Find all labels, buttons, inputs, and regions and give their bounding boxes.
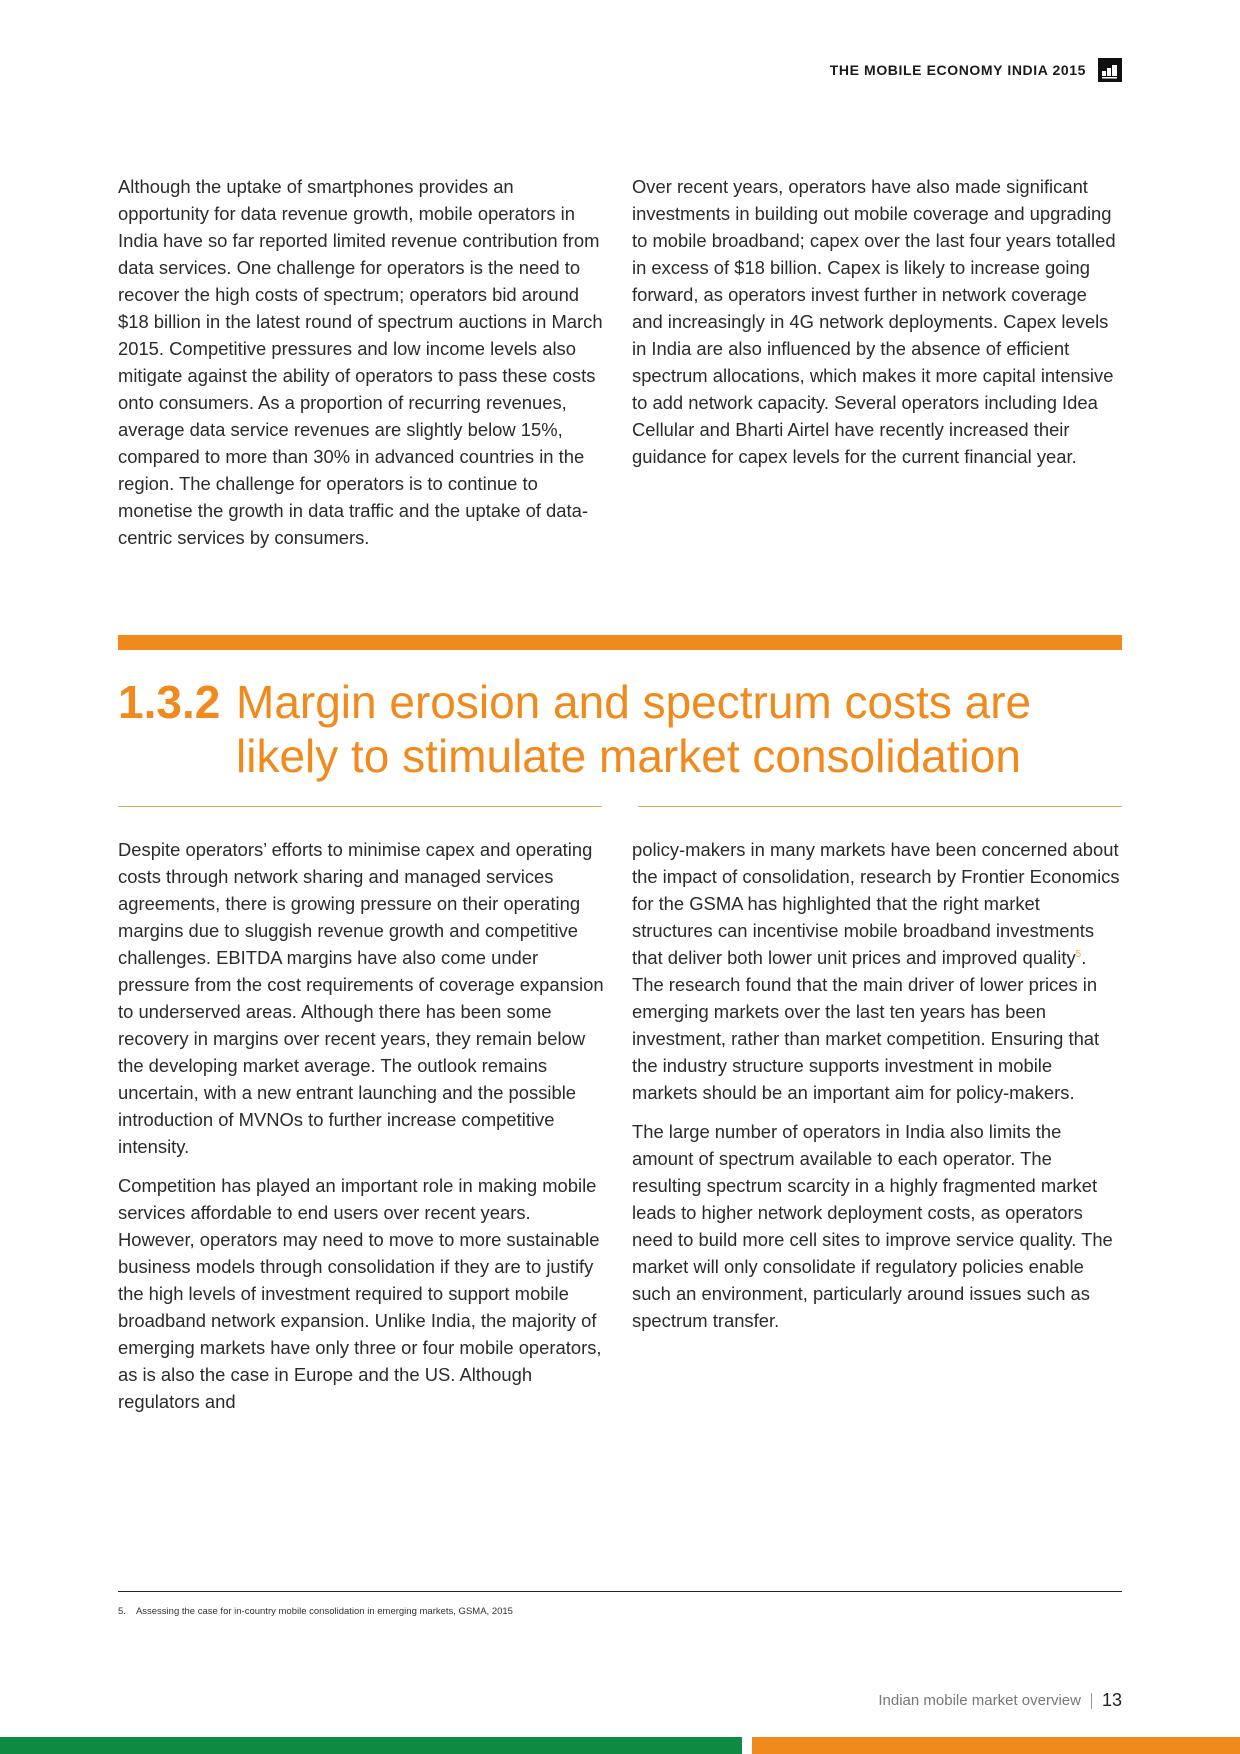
footnote-text: Assessing the case for in-country mobile consolidation in emerging markets, GSMA, 2015: [135, 1606, 513, 1617]
section-heading: [118, 675, 1122, 783]
top-left-column: [118, 173, 608, 563]
paragraph-text: policy-makers in many markets have been concerned about the impact of consolidation, research by Frontier Economics for the GSMA has highlighted that the right market structures can incentivise mobile broadband investments that deliver both lower unit prices and improved quality: [632, 839, 1120, 968]
footer-band-green: [0, 1737, 742, 1754]
footnote: [118, 1606, 513, 1617]
paragraph: The large number of operators in India also limits the amount of spectrum available to each operator. The resulting spectrum scarcity in a highly fragmented market leads to higher network deployment costs, as operators need to build more cell sites to improve service quality. The market will only consolidate if regulatory policies enable such an environment, particularly around issues such as spectrum transfer.: [632, 1121, 1113, 1331]
footnote-reference[interactable]: 5: [1075, 948, 1082, 960]
footnote-divider: [118, 1591, 1122, 1592]
report-title: THE MOBILE ECONOMY INDIA 2015: [829, 62, 1086, 78]
paragraph: Despite operators’ efforts to minimise capex and operating costs through network sharing and managed services agreements, there is growing pressure on their operating margins due to sluggish revenue growth and competitive challenges. EBITDA margins have also come under pressure from the cost requirements of coverage expansion to underserved areas. Although there has been some recovery in margins over recent years, they remain below the developing market average. The outlook remains uncertain, with a new entrant launching and the possible introduction of MVNOs to further increase competitive intensity.: [118, 839, 604, 1157]
footnote-number: 5.: [118, 1606, 126, 1617]
paragraph: Although the uptake of smartphones provides an opportunity for data revenue growth, mobile operators in India have so far reported limited revenue contribution from data services. One challenge for operators is the need to recover the high costs of spectrum; operators bid around $18 billion in the latest round of spectrum auctions in March 2015. Competitive pressures and low income levels also mitigate against the ability of operators to pass these costs onto consumers. As a proportion of recurring revenues, average data service revenues are slightly below 15%, compared to more than 30% in advanced countries in the region. The challenge for operators is to continue to monetise the growth in data traffic and the uptake of data-centric services by consumers.: [118, 176, 603, 548]
gsma-logo-icon: [1098, 58, 1122, 82]
paragraph: Competition has played an important role in making mobile services affordable to end users over recent years. However, operators may need to move to more sustainable business models through consolidation if they are to justify the high levels of investment required to support mobile broadband network expansion. Unlike India, the majority of emerging markets have only three or four mobile operators, as is also the case in Europe and the US. Although regulators and: [118, 1175, 602, 1412]
page-number: 13: [1101, 1690, 1122, 1710]
paragraph: Over recent years, operators have also made significant investments in building out mobile coverage and upgrading to mobile broadband; capex over the last four years totalled in excess of $18 billion. Capex is likely to increase going forward, as operators invest further in network coverage and increasingly in 4G network deployments. Capex levels in India are also influenced by the absence of efficient spectrum allocations, which makes it more capital intensive to add network capacity. Several operators including Idea Cellular and Bharti Airtel have recently increased their guidance for capex levels for the current financial year.: [632, 176, 1116, 467]
heading-rule-left: [118, 806, 602, 807]
footer-section-label: Indian mobile market overview: [878, 1692, 1081, 1709]
section-divider-bar: [118, 635, 1122, 650]
section-left-column: [118, 836, 608, 1427]
heading-rule-right: [638, 806, 1122, 807]
section-right-column: [632, 836, 1122, 1346]
footer-band-orange: [752, 1737, 1240, 1754]
page-header: [830, 58, 1122, 82]
footer-separator: [1091, 1693, 1092, 1709]
paragraph: [632, 836, 1122, 1106]
top-right-column: [632, 173, 1122, 482]
paragraph-text: . The research found that the main driver of lower prices in emerging markets over the last ten years has been investment, rather than market competition. Ensuring that the industry structure supports investment in mobile markets should be an important aim for policy-makers.: [632, 947, 1100, 1103]
section-title: Margin erosion and spectrum costs are likely to stimulate market consolidation: [236, 676, 1032, 782]
page-footer: [878, 1690, 1122, 1711]
section-number: 1.3.2: [118, 676, 221, 728]
